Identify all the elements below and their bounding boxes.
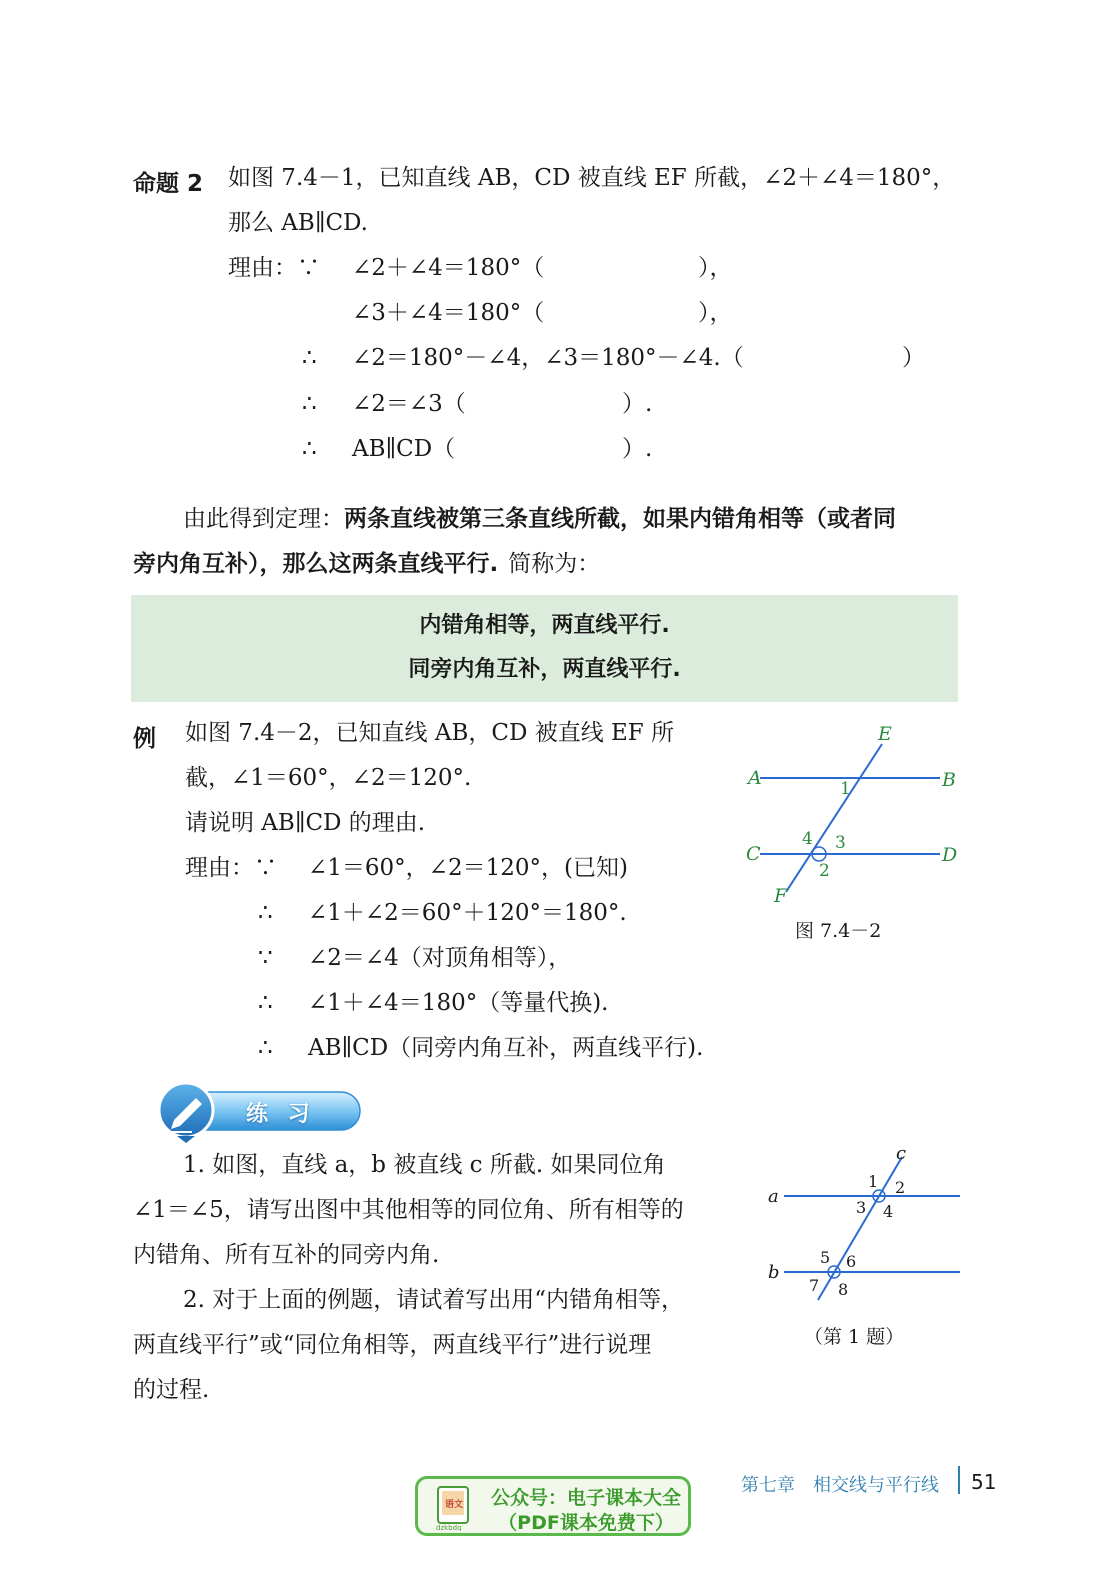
proposition-reason-label: 理由：∵ [228, 255, 320, 281]
example-reason5: AB∥CD（同旁内角互补，两直线平行). [308, 1035, 704, 1061]
label-angle-2: 2 [819, 861, 830, 881]
theorem-box-line1: 内错角相等，两直线平行. [419, 613, 670, 638]
figure-caption: 图 7.4－2 [795, 920, 882, 942]
exercise-q1-line3: 内错角、所有互补的同旁内角. [133, 1242, 440, 1268]
proposition-step5: AB∥CD（ [352, 436, 456, 462]
label-angle-7: 7 [809, 1276, 820, 1295]
watermark-badge [415, 1476, 691, 1536]
label-angle-3: 3 [856, 1198, 867, 1217]
figure-caption: （第 1 题） [804, 1326, 905, 1348]
figure-exercise-1 [762, 1145, 968, 1305]
example-reason4: ∠1＋∠4＝180°（等量代换). [308, 990, 609, 1016]
label-angle-3: 3 [835, 833, 846, 853]
proposition-step1-end: ）， [698, 255, 733, 281]
proposition-label: 命题 2 [133, 171, 204, 197]
proposition-step4-end: ）. [622, 391, 653, 417]
example-line3: 请说明 AB∥CD 的理由. [185, 810, 426, 836]
exercise-q1-line1: 1. 如图，直线 a，b 被直线 c 所截. 如果同位角 [183, 1152, 666, 1178]
proposition-step5-end: ）. [622, 436, 653, 462]
book-icon-text: 语文 [445, 1500, 464, 1510]
badge-line1: 公众号：电子课本大全 [490, 1487, 681, 1509]
theorem-box [131, 595, 958, 702]
theorem-abbrev: 简称为： [508, 551, 601, 577]
proposition-step2: ∠3＋∠4＝180°（ [352, 300, 545, 326]
exercise-q2-line2: 两直线平行”或“同位角相等，两直线平行”进行说理 [133, 1332, 652, 1358]
label-a: A [748, 767, 762, 789]
proposition-step2-end: ）， [698, 300, 733, 326]
proposition-line2: 那么 AB∥CD. [228, 210, 368, 236]
example-line2: 截，∠1＝60°，∠2＝120°. [185, 765, 472, 791]
proposition-step3-end: ） [902, 345, 925, 371]
example-reason2: ∠1＋∠2＝60°＋120°＝180°. [308, 900, 627, 926]
example-label: 例 [133, 726, 156, 752]
proposition-step4: ∠2＝∠3（ [352, 391, 466, 417]
example-reason1: ∠1＝60°，∠2＝120°，(已知) [308, 855, 628, 881]
exercise-title: 练 习 [246, 1102, 316, 1127]
therefore-symbol: ∴ [258, 1035, 273, 1061]
line-ef [786, 744, 882, 892]
label-e: E [878, 723, 892, 745]
label-c: c [896, 1145, 907, 1164]
example-line1: 如图 7.4－2，已知直线 AB，CD 被直线 EF 所 [185, 720, 675, 746]
label-angle-4: 4 [883, 1202, 894, 1221]
theorem-text-cont [133, 549, 600, 579]
therefore-symbol: ∴ [302, 391, 317, 417]
badge-line2: （PDF课本免费下） [498, 1512, 674, 1534]
book-icon [432, 1483, 478, 1531]
label-angle-6: 6 [846, 1252, 857, 1271]
theorem-box-line2: 同旁内角互补，两直线平行. [408, 657, 681, 682]
label-c: C [746, 843, 761, 865]
example-reason-label: 理由：∵ [185, 855, 277, 881]
page-number: 51 [971, 1470, 997, 1494]
label-angle-5: 5 [820, 1248, 831, 1267]
therefore-symbol: ∴ [302, 436, 317, 462]
theorem-text [183, 504, 896, 534]
theorem-bold-part1: 两条直线被第三条直线所截，如果内错角相等（或者同 [344, 506, 896, 532]
example-reason3: ∠2＝∠4（对顶角相等）， [308, 945, 572, 971]
proposition-line1: 如图 7.4－1，已知直线 AB，CD 被直线 EF 所截，∠2＋∠4＝180°， [228, 165, 956, 191]
theorem-bold-part2: 旁内角互补），那么这两条直线平行. [133, 551, 499, 577]
exercise-q2-line1: 2. 对于上面的例题，请试着写出用“内错角相等， [183, 1287, 685, 1313]
label-angle-2: 2 [895, 1178, 906, 1197]
figure-7-4-2 [740, 720, 970, 910]
theorem-intro: 由此得到定理： [183, 506, 344, 532]
label-angle-4: 4 [802, 829, 813, 849]
therefore-symbol: ∴ [258, 900, 273, 926]
exercise-q2-line3: 的过程. [133, 1377, 210, 1403]
label-a: a [768, 1186, 779, 1207]
line-c [818, 1157, 902, 1300]
label-f: F [774, 885, 788, 907]
label-angle-1: 1 [868, 1172, 879, 1191]
label-b: B [942, 769, 956, 791]
proposition-step3: ∠2＝180°－∠4，∠3＝180°－∠4.（ [352, 345, 744, 371]
because-symbol: ∵ [258, 945, 273, 971]
badge-small-text: dzkbdq [436, 1524, 462, 1531]
proposition-step1: ∠2＋∠4＝180°（ [352, 255, 545, 281]
label-angle-1: 1 [840, 779, 851, 799]
therefore-symbol: ∴ [302, 345, 317, 371]
footer-chapter: 第七章 相交线与平行线 [741, 1475, 939, 1496]
footer-divider [958, 1466, 960, 1494]
label-angle-8: 8 [838, 1280, 849, 1299]
label-b: b [768, 1262, 780, 1283]
label-d: D [942, 844, 958, 866]
exercise-q1-line2: ∠1＝∠5，请写出图中其他相等的同位角、所有相等的 [133, 1197, 684, 1223]
therefore-symbol: ∴ [258, 990, 273, 1016]
